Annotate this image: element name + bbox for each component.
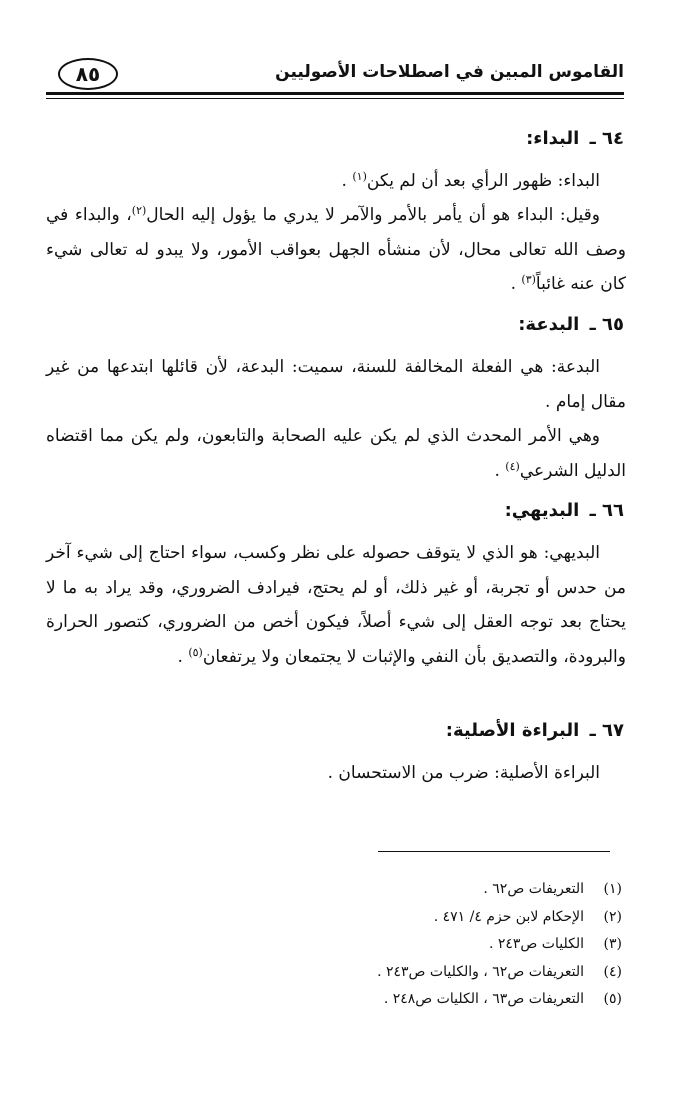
footnote-text: الإحكام لابن حزم ٤/ ٤٧١ . [433, 908, 584, 925]
running-header-title: القاموس المبين في اصطلاحات الأصوليين [275, 62, 624, 82]
footnote-number: (٢) [603, 908, 622, 925]
header-rule-thick [46, 92, 624, 95]
footnote-item [377, 904, 622, 932]
entry-term: البدعة: [518, 314, 580, 335]
footnote-item [377, 959, 622, 987]
entry-65-para-2 [46, 419, 626, 488]
footnote-text: التعريفات ص٦٢ . [483, 881, 584, 897]
entry-66-para-1 [46, 536, 626, 674]
entry-number: ٦٦ ـ [589, 500, 624, 521]
footnote-item [377, 986, 622, 1014]
footnote-text: التعريفات ص٦٢ ، والكليات ص٢٤٣ . [377, 963, 584, 980]
entry-heading-64 [526, 128, 624, 149]
footnote-text: التعريفات ص٦٣ ، الكليات ص٢٤٨ . [383, 991, 584, 1007]
entry-heading-65 [518, 314, 624, 335]
footnote-number: (٥) [603, 991, 622, 1007]
entry-heading-67 [446, 720, 624, 741]
para-tail: . [177, 646, 189, 667]
entry-term: البداء: [526, 128, 580, 149]
entry-67-para-1 [46, 756, 626, 791]
para-text: البديهي: هو الذي لا يتوقف حصوله على نظر وكسب، سواء احتاج إلى شيء آخر من حدس أو تجربة، أو غير ذلك، أو لم يحتج، فيرادف الضروري، وقد يراد به ما لا يحتاج بعد توجه العقل إلى شيء أصلاً، فيكون أخص من الضروري، كتصور الحرارة والبرودة، والتصديق بأن النفي والإثبات لا يجتمعان ولا يرتفعان [46, 543, 626, 667]
page-number-badge: ٨٥ [58, 58, 118, 90]
footnote-item [377, 931, 622, 959]
para-text: البدعة: هي الفعلة المخالفة للسنة، سميت: البدعة، لأن قائلها ابتدعها من غير مقال إمام . [46, 357, 626, 412]
entry-65-para-1 [46, 350, 626, 419]
footnote-ref: (٢) [131, 204, 147, 217]
footnote-ref: (٣) [521, 273, 536, 286]
para-tail: . [341, 171, 353, 191]
para-text: وقيل: البداء هو أن يأمر بالأمر والآمر لا يدري ما يؤول إليه الحال [146, 205, 600, 225]
para-tail: . [510, 274, 522, 294]
entry-64-para-1 [46, 164, 626, 199]
entry-number: ٦٤ ـ [589, 128, 624, 149]
footnote-separator [378, 851, 610, 852]
footnote-ref: (٥) [188, 645, 203, 659]
entry-term: البراءة الأصلية: [445, 720, 580, 741]
footnote-number: (٣) [603, 936, 622, 952]
entry-term: البديهي: [504, 500, 580, 521]
para-tail: ، والبداء في وصف الله تعالى محال، لأن منشأه الجهل بعواقب الأمور، ولا يبدو له تعالى شيء كان عنه غائباً [46, 205, 626, 294]
footnote-number: (١) [603, 881, 622, 897]
entry-64-para-2 [46, 198, 626, 302]
footnote-item [377, 876, 622, 904]
para-tail: . [494, 460, 506, 481]
footnotes-list [377, 876, 622, 1014]
para-text: البداء: ظهور الرأي بعد أن لم يكن [366, 171, 600, 191]
footnote-ref: (٤) [505, 459, 520, 473]
footnote-text: الكليات ص٢٤٣ . [488, 936, 584, 952]
footnote-number: (٤) [603, 963, 622, 980]
entry-number: ٦٧ ـ [589, 720, 624, 741]
footnote-ref: (١) [352, 170, 367, 183]
para-text: وهي الأمر المحدث الذي لم يكن عليه الصحابة والتابعون، ولم يكن مما اقتضاه الدليل الشرعي [46, 426, 626, 481]
entry-number: ٦٥ ـ [589, 314, 624, 335]
header-rule-thin [46, 98, 624, 99]
entry-heading-66 [505, 500, 624, 521]
para-text: البراءة الأصلية: ضرب من الاستحسان . [327, 763, 600, 783]
